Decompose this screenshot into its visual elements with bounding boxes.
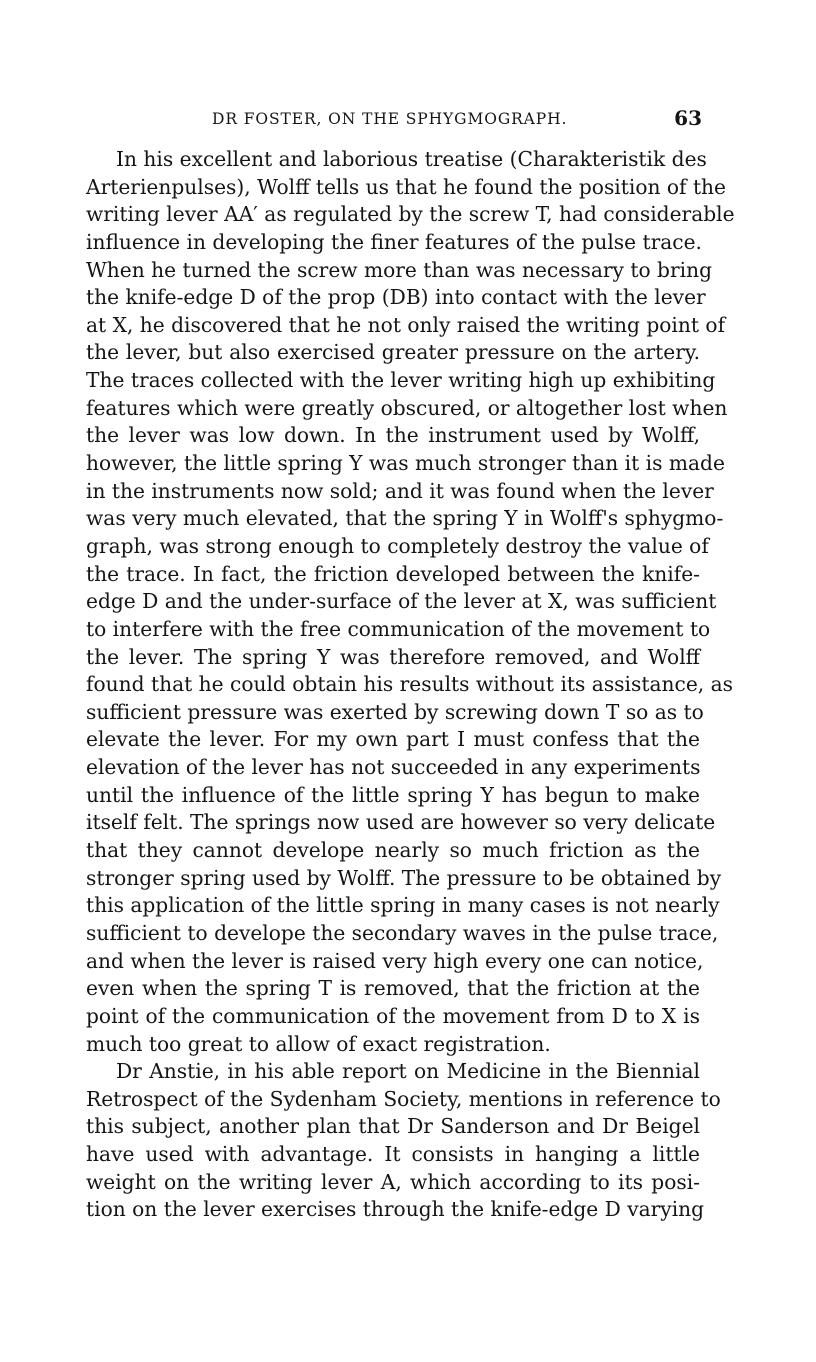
text-line: The traces collected with the lever writing high up exhibiting [86,368,716,393]
text-line: weight on the writing lever A, which according to its posi- [86,1169,700,1194]
text-line: that they cannot develope nearly so much friction as the [86,838,700,863]
text-line: graph, was strong enough to completely destroy the value of [86,533,709,558]
text-line: influence in developing the finer features of the pulse trace. [86,229,702,254]
text-line: point of the communication of the movement from D to X is [86,1003,700,1028]
text-line: Retrospect of the Sydenham Society, mentions in reference to [86,1086,721,1111]
running-title: DR FOSTER, ON THE SPHYGMOGRAPH. [212,110,568,128]
running-head [116,106,702,132]
text-line: at X, he discovered that he not only raised the writing point of [86,312,726,337]
text-line: Dr Anstie, in his able report on Medicine in the Biennial [116,1059,700,1084]
text-line: In his excellent and laborious treatise (Charakteristik des [116,147,707,171]
text-line: elevate the lever. For my own part I must confess that the [86,727,700,752]
text-line: in the instruments now sold; and it was found when the lever [86,478,714,503]
text-line: elevation of the lever has not succeeded in any experiments [86,755,701,780]
text-line: was very much elevated, that the spring Y in Wolff's sphygmo- [86,506,724,531]
text-line: and when the lever is raised very high every one can notice, [86,948,704,973]
paragraph-anstie-report [86,1058,721,1224]
text-line: found that he could obtain his results without its assistance, as [86,672,733,697]
text-line: the lever was low down. In the instrument used by Wolff, [86,423,700,448]
text-line: Arterienpulses), Wolff tells us that he found the position of the [86,174,727,199]
text-line: have used with advantage. It consists in hanging a little [86,1142,700,1167]
paragraph-wolff-treatise [86,146,735,1058]
text-line: the trace. In fact, the friction developed between the knife- [86,561,700,586]
text-line: stronger spring used by Wolff. The pressure to be obtained by [86,865,722,890]
body-text [86,146,735,1224]
text-line: much too great to allow of exact registration. [86,1031,551,1056]
text-line: When he turned the screw more than was necessary to bring [86,257,713,282]
text-line: even when the spring T is removed, that the friction at the [86,976,700,1001]
text-line: until the influence of the little spring Y has begun to make [86,782,700,807]
text-line: this subject, another plan that Dr Sanderson and Dr Beigel [86,1114,700,1139]
text-line: the knife-edge D of the prop (DB) into contact with the lever [86,285,706,310]
text-line: features which were greatly obscured, or altogether lost when [86,395,728,420]
text-line: this application of the little spring in many cases is not nearly [86,893,720,918]
text-line: sufficient pressure was exerted by screwing down T so as to [86,699,704,724]
text-line: itself felt. The springs now used are however so very delicate [86,810,716,835]
text-line: the lever. The spring Y was therefore removed, and Wolff [86,644,700,669]
text-line: the lever, but also exercised greater pressure on the artery. [86,340,700,365]
text-line: edge D and the under-surface of the lever at X, was sufficient [86,589,717,614]
text-line: to interfere with the free communication of the movement to [86,616,711,641]
text-line: writing lever AA′ as regulated by the screw T, had considerable [86,202,735,227]
text-line: sufficient to develope the secondary waves in the pulse trace, [86,920,719,945]
text-line: however, the little spring Y was much stronger than it is made [86,451,725,476]
text-line: tion on the lever exercises through the knife-edge D varying [86,1197,705,1222]
page-number: 63 [674,106,702,130]
